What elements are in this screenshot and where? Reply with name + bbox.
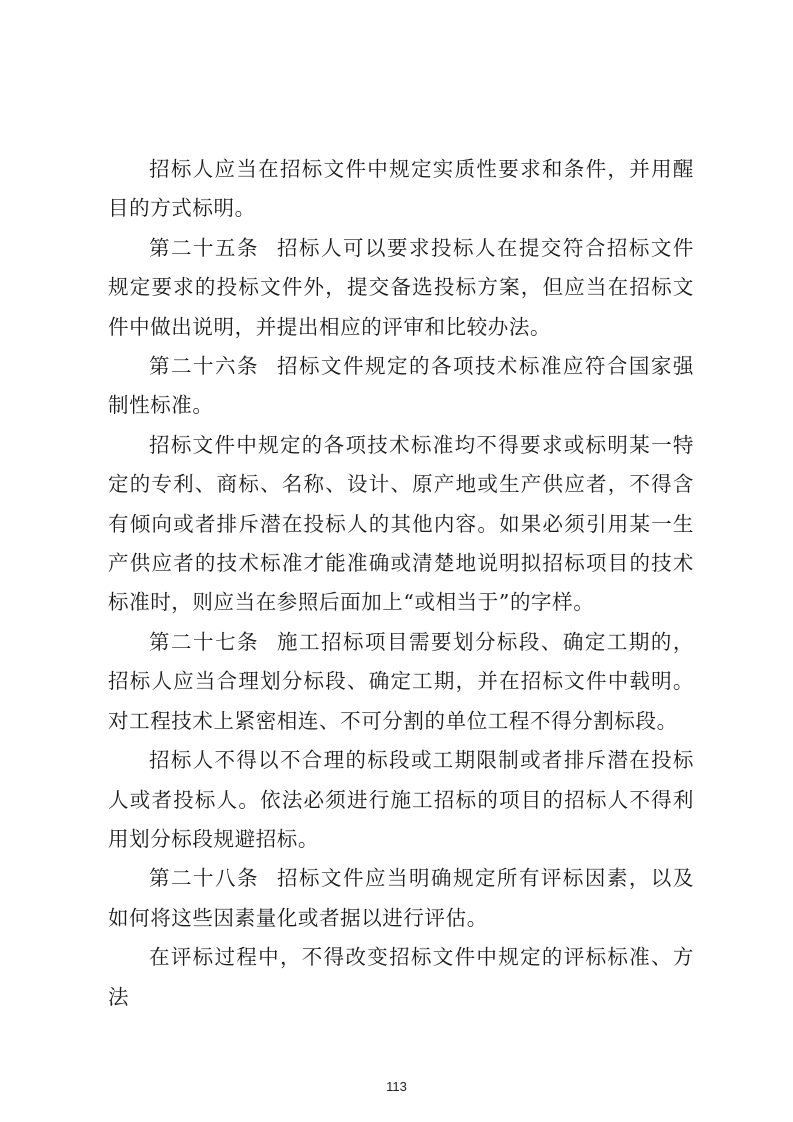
body-text bbox=[108, 150, 694, 1017]
article-27 bbox=[108, 623, 694, 741]
paragraph bbox=[108, 741, 694, 859]
article-number: 第二十八条 bbox=[149, 866, 259, 891]
article-number: 第二十七条 bbox=[149, 629, 259, 654]
article-text: 招标文件应当明确规定所有评标因素，以及如何将这些因素量化或者据以进行评估。 bbox=[108, 866, 694, 930]
article-26 bbox=[108, 347, 694, 426]
paragraph-text: 招标文件中规定的各项技术标准均不得要求或标明某一特定的专利、商标、名称、设计、原产地或生产供应者，不得含有倾向或者排斥潜在投标人的其他内容。如果必须引用某一生产供应者的技术标准才能准确或清楚地说明拟招标项目的技术标准时，则应当在参照后面加上“或相当于”的字样。 bbox=[108, 432, 694, 615]
paragraph-text: 招标人应当在招标文件中规定实质性要求和条件，并用醒目的方式标明。 bbox=[108, 157, 694, 221]
article-text: 招标文件规定的各项技术标准应符合国家强制性标准。 bbox=[108, 354, 694, 418]
paragraph bbox=[108, 150, 694, 229]
article-text: 施工招标项目需要划分标段、确定工期的，招标人应当合理划分标段、确定工期，并在招标文件中载明。对工程技术上紧密相连、不可分割的单位工程不得分割标段。 bbox=[108, 629, 694, 733]
article-text: 招标人可以要求投标人在提交符合招标文件规定要求的投标文件外，提交备选投标方案，但应当在招标文件中做出说明，并提出相应的评审和比较办法。 bbox=[108, 235, 694, 339]
article-25 bbox=[108, 229, 694, 347]
article-number: 第二十六条 bbox=[149, 354, 259, 379]
article-number: 第二十五条 bbox=[149, 235, 259, 260]
paragraph-text: 在评标过程中，不得改变招标文件中规定的评标标准、方法 bbox=[108, 945, 694, 1009]
paragraph bbox=[108, 426, 694, 623]
article-28 bbox=[108, 859, 694, 938]
paragraph-text: 招标人不得以不合理的标段或工期限制或者排斥潜在投标人或者投标人。依法必须进行施工招标的项目的招标人不得利用划分标段规避招标。 bbox=[108, 748, 694, 851]
page-number: 113 bbox=[386, 1079, 407, 1094]
paragraph bbox=[108, 938, 694, 1017]
